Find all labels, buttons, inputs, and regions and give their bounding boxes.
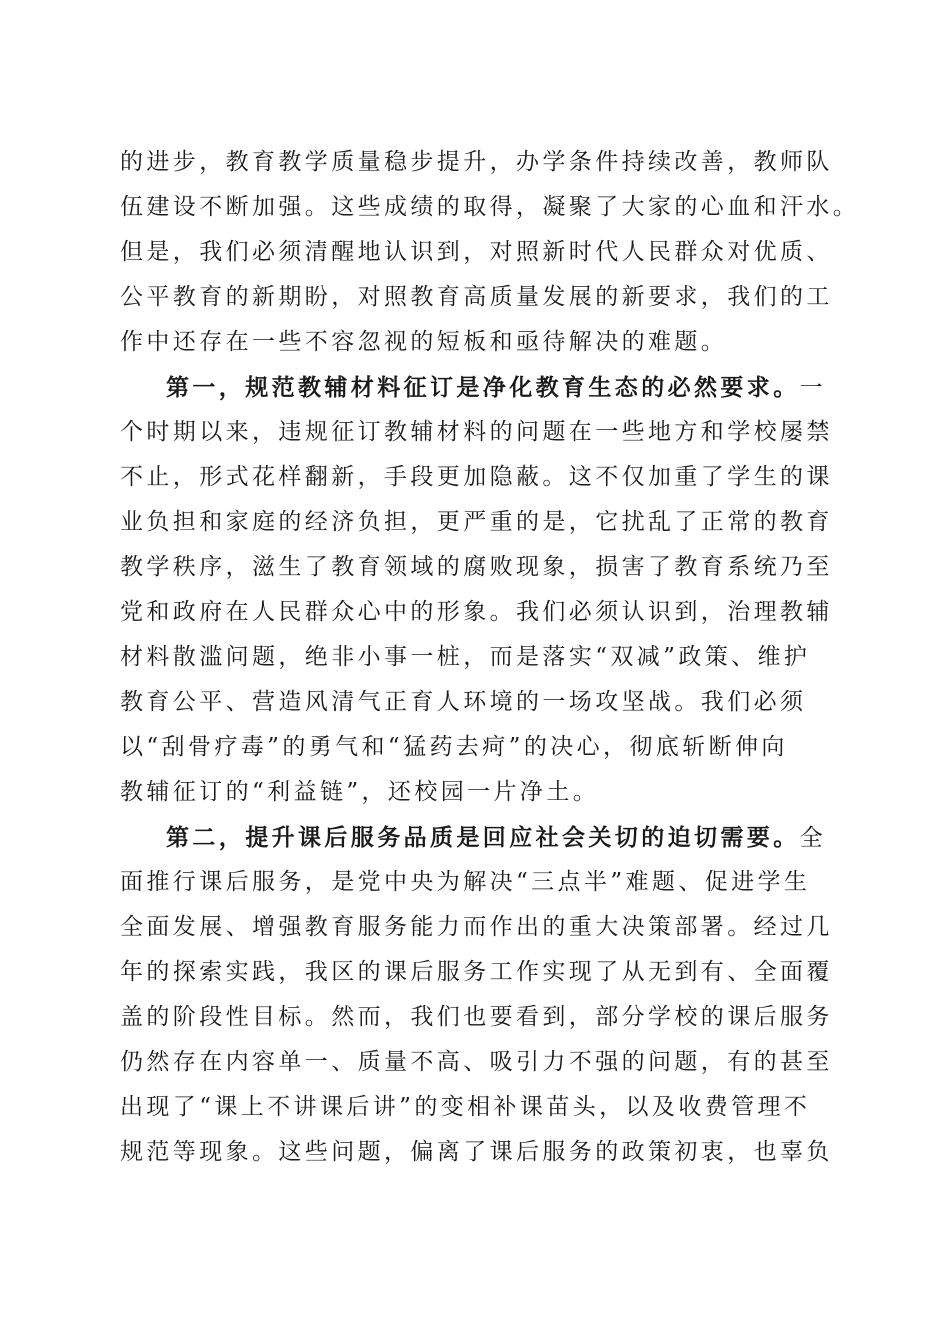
paragraph-2-line-9: 以“刮骨疗毒”的勇气和“猛药去疴”的决心，彻底斩断伸向 (120, 734, 788, 760)
paragraph-2-line-8: 教育公平、营造风清气正育人环境的一场攻坚战。我们必须 (120, 689, 807, 715)
paragraph-3-line-5: 盖的阶段性目标。然而，我们也要看到，部分学校的课后服务 (120, 1004, 833, 1030)
paragraph-2-heading: 第一，规范教辅材料征订是净化教育生态的必然要求。 (166, 374, 800, 401)
paragraph-3-first-line-rest: 全 (799, 825, 827, 851)
paragraph-3-heading: 第二，提升课后服务品质是回应社会关切的迫切需要。 (166, 824, 800, 851)
paragraph-3-line-8: 规范等现象。这些问题，偏离了课后服务的政策初衷，也辜负 (120, 1139, 833, 1165)
paragraph-1-line-4: 公平教育的新期盼，对照教育高质量发展的新要求，我们的工 (120, 284, 833, 310)
paragraph-3-line-7: 出现了“课上不讲课后讲”的变相补课苗头，以及收费管理不 (120, 1094, 811, 1120)
paragraph-3-line-3: 全面发展、增强教育服务能力而作出的重大决策部署。经过几 (120, 914, 833, 940)
paragraph-3-line-6: 仍然存在内容单一、质量不高、吸引力不强的问题，有的甚至 (120, 1049, 833, 1075)
paragraph-2-first-line-rest: 一 (799, 375, 827, 401)
paragraph-2-line-2: 个时期以来，违规征订教辅材料的问题在一些地方和学校屡禁 (120, 419, 833, 445)
paragraph-1-line-2: 伍建设不断加强。这些成绩的取得，凝聚了大家的心血和汗水。 (120, 194, 860, 220)
paragraph-3-line-4: 年的探索实践，我区的课后服务工作实现了从无到有、全面覆 (120, 959, 833, 985)
paragraph-1-line-3: 但是，我们必须清醒地认识到，对照新时代人民群众对优质、 (120, 239, 833, 265)
paragraph-1-line-5: 作中还存在一些不容忽视的短板和亟待解决的难题。 (120, 329, 728, 355)
paragraph-2-line-10: 教辅征订的“利益链”，还校园一片净土。 (120, 779, 600, 805)
paragraph-1-line-1: 的进步，教育教学质量稳步提升，办学条件持续改善，教师队 (120, 149, 833, 175)
document-body (120, 140, 860, 1175)
paragraph-2-line-6: 党和政府在人民群众心中的形象。我们必须认识到，治理教辅 (120, 599, 833, 625)
paragraph-3-first-line (120, 815, 832, 860)
paragraph-2-line-5: 教学秩序，滋生了教育领域的腐败现象，损害了教育系统乃至 (120, 554, 833, 580)
paragraph-2-line-3: 不止，形式花样翻新，手段更加隐蔽。这不仅加重了学生的课 (120, 464, 833, 490)
paragraph-2-first-line (120, 365, 832, 410)
paragraph-2-line-4: 业负担和家庭的经济负担，更严重的是，它扰乱了正常的教育 (120, 509, 833, 535)
paragraph-2-line-7: 材料散滥问题，绝非小事一桩，而是落实“双减”政策、维护 (120, 644, 811, 670)
paragraph-3-line-2: 面推行课后服务，是党中央为解决“三点半”难题、促进学生 (120, 869, 811, 895)
